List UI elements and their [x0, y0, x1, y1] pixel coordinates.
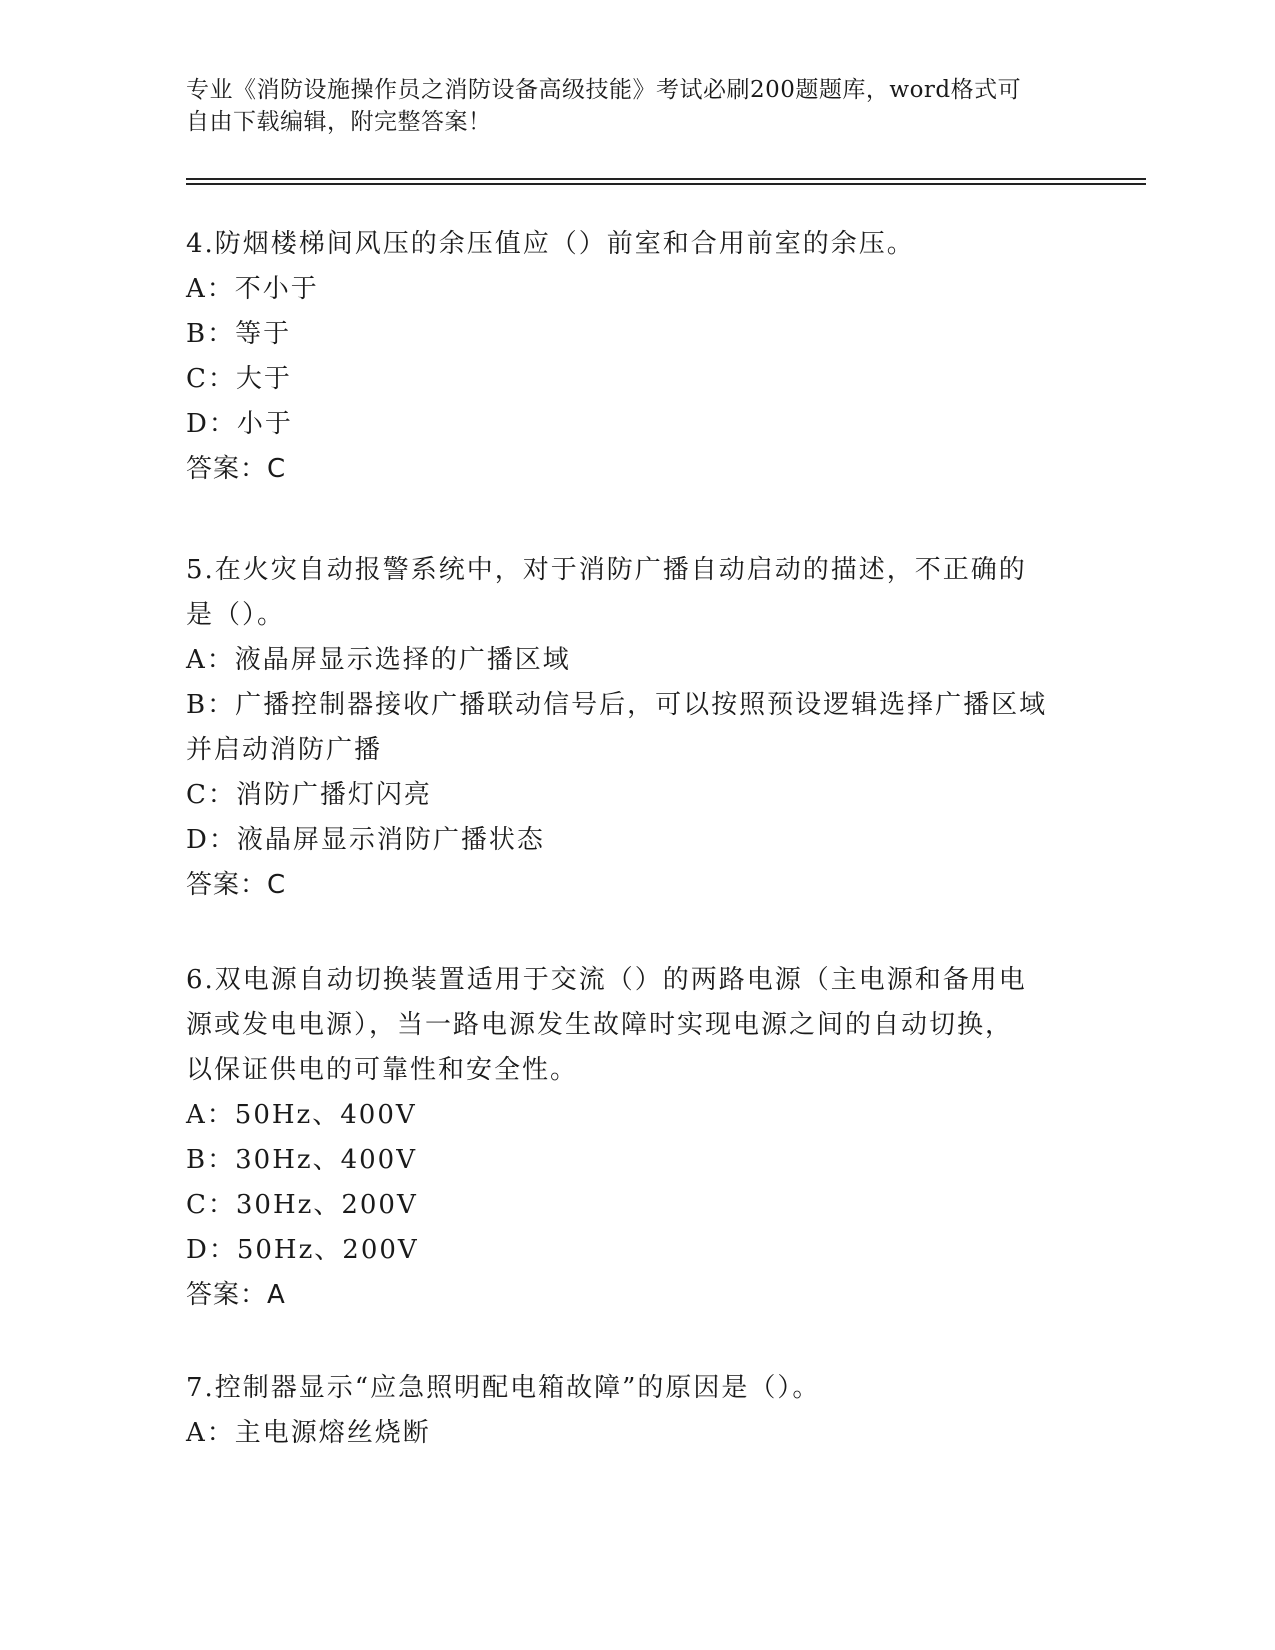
- option-a: A：不小于: [186, 274, 319, 304]
- answer: 答案：A: [186, 1280, 286, 1310]
- document-header: [186, 74, 1086, 138]
- header-divider-top: [186, 178, 1146, 180]
- option-c: C：消防广播灯闪亮: [186, 780, 432, 810]
- question-6: [186, 958, 1086, 1318]
- answer: 答案：C: [186, 870, 287, 900]
- option-b: B：等于: [186, 319, 292, 349]
- option-c: C：大于: [186, 364, 292, 394]
- option-d: D：液晶屏显示消防广播状态: [186, 825, 545, 855]
- question-4: [186, 222, 1086, 492]
- option-a: A：液晶屏显示选择的广播区域: [186, 645, 571, 675]
- stem-line: 4.防烟楼梯间风压的余压值应（）前室和合用前室的余压。: [186, 229, 915, 259]
- stem-line: 是（）。: [186, 600, 286, 630]
- stem-line: 5.在火灾自动报警系统中，对于消防广播自动启动的描述，不正确的: [186, 555, 1027, 585]
- question-5: [186, 548, 1086, 908]
- stem-line: 源或发电电源），当一路电源发生故障时实现电源之间的自动切换，: [186, 1010, 1014, 1040]
- question-stem: [186, 548, 1086, 638]
- option-b: B：广播控制器接收广播联动信号后，可以按照预设逻辑选择广播区域: [186, 690, 1048, 720]
- option-d: D：小于: [186, 409, 293, 439]
- option-c: C：30Hz、200V: [186, 1190, 418, 1220]
- stem-line: 以保证供电的可靠性和安全性。: [186, 1055, 579, 1085]
- question-stem: [186, 1366, 1086, 1411]
- option-d: D：50Hz、200V: [186, 1235, 419, 1265]
- stem-line: 6.双电源自动切换装置适用于交流（）的两路电源（主电源和备用电: [186, 965, 1027, 995]
- question-stem: [186, 222, 1086, 267]
- question-stem: [186, 958, 1086, 1093]
- header-line-2: 自由下载编辑，附完整答案！: [186, 109, 492, 135]
- option-a: A：主电源熔丝烧断: [186, 1418, 431, 1448]
- answer: 答案：C: [186, 454, 287, 484]
- stem-line: 7.控制器显示“应急照明配电箱故障”的原因是（）。: [186, 1373, 821, 1403]
- option-b-continued: 并启动消防广播: [186, 735, 383, 765]
- header-line-1: 专业《消防设施操作员之消防设备高级技能》考试必刷200题题库，word格式可: [186, 77, 1022, 103]
- option-a: A：50Hz、400V: [186, 1100, 417, 1130]
- question-7: [186, 1366, 1086, 1456]
- header-divider-bottom: [186, 183, 1146, 185]
- option-b: B：30Hz、400V: [186, 1145, 417, 1175]
